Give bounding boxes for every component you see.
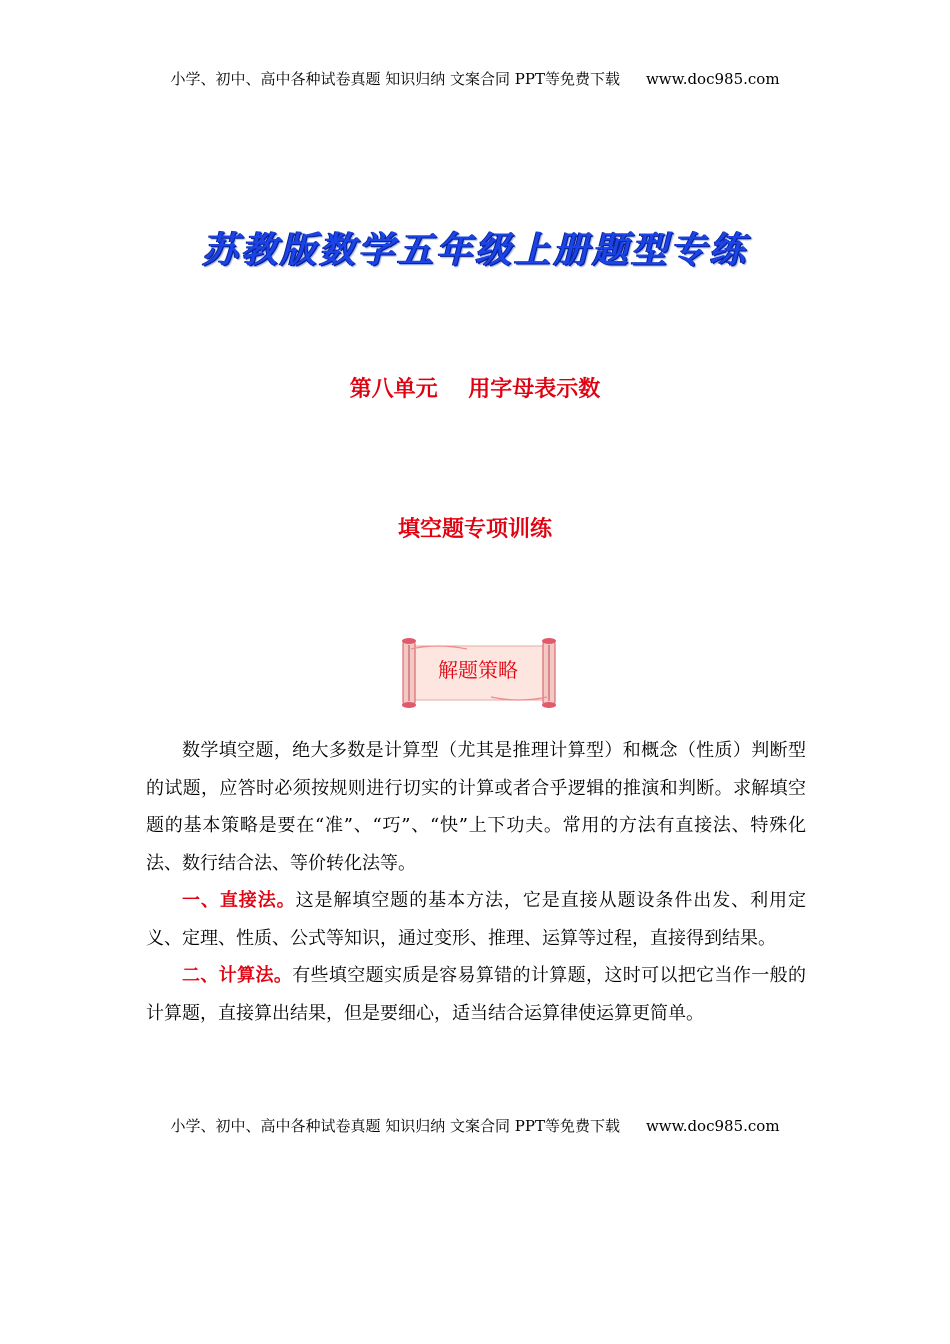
paragraph-text: 有些填空题实质是容易算错的计算题，这时可以把它当作一般的计算题，直接算出结果，但是要细心，适当结合运算律使运算更简单。 bbox=[146, 965, 807, 1024]
unit-title: 第八单元 用字母表示数 bbox=[349, 377, 601, 402]
document-title: 苏教版数学五年级上册题型专练 bbox=[201, 230, 748, 271]
strategy-label: 解题策略 bbox=[438, 658, 518, 682]
header-url[interactable]: www.doc985.com bbox=[645, 70, 780, 88]
page-footer bbox=[0, 1115, 950, 1136]
paragraph-lead: 一、直接法。 bbox=[182, 890, 296, 911]
footer-text: 小学、初中、高中各种试卷真题 知识归纳 文案合同 PPT等免费下载 bbox=[170, 1117, 620, 1135]
paragraph-intro bbox=[146, 732, 806, 882]
page-header bbox=[0, 68, 950, 89]
paragraph-calculation-method bbox=[146, 957, 806, 1032]
header-text: 小学、初中、高中各种试卷真题 知识归纳 文案合同 PPT等免费下载 bbox=[170, 70, 620, 88]
paragraph-text: 数学填空题，绝大多数是计算型（尤其是推理计算型）和概念（性质）判断型的试题，应答时必须按规则进行切实的计算或者合乎逻辑的推演和判断。求解填空题的基本策略是要在“准”、“巧”、“快”上下功夫。常用的方法有直接法、特殊化法、数行结合法、等价转化法等。 bbox=[146, 740, 806, 874]
footer-url[interactable]: www.doc985.com bbox=[645, 1117, 780, 1135]
section-title: 填空题专项训练 bbox=[397, 517, 552, 542]
strategy-scroll-banner bbox=[397, 637, 559, 709]
paragraph-direct-method bbox=[146, 882, 806, 957]
paragraph-text: 这是解填空题的基本方法，它是直接从题设条件出发、利用定义、定理、性质、公式等知识，通过变形、推理、运算等过程，直接得到结果。 bbox=[146, 890, 806, 949]
paragraph-lead: 二、计算法。 bbox=[182, 965, 293, 986]
strategy-body bbox=[146, 732, 806, 1032]
